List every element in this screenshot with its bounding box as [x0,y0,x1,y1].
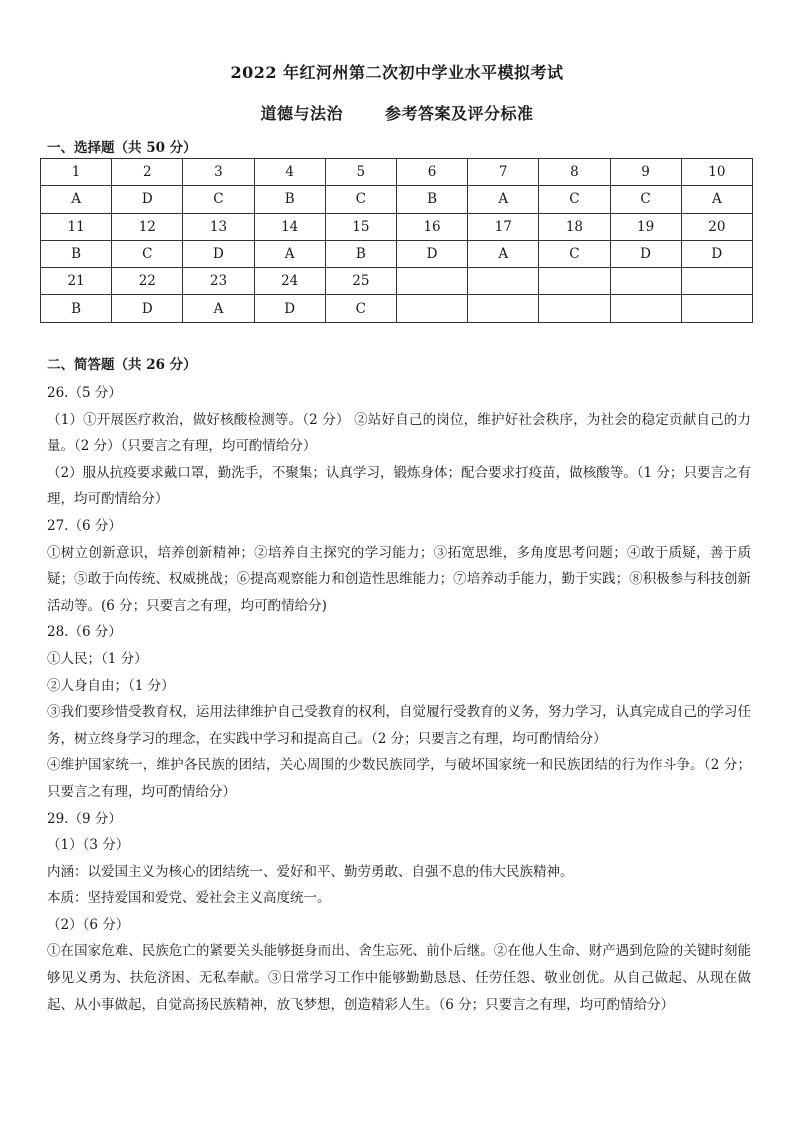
answer-cell: D [396,240,467,267]
answer-cell [681,295,752,322]
question-number-cell: 8 [539,159,610,186]
answer-cell: D [610,240,681,267]
answer-paragraph: （1）①开展医疗救治，做好核酸检测等。（2 分） ②站好自己的岗位，维护好社会秩序，为社会的稳定贡献自己的力量。（2 分）（只要言之有理，均可酌情给分） [47,411,751,455]
question-number-row [41,213,753,240]
answer-paragraph: ①人民；（1 分） [47,650,148,667]
answer-cell: A [681,186,752,213]
answer-cell: C [112,240,183,267]
answer-paragraph: 本质：坚持爱国和爱党、爱社会主义高度统一。 [47,890,331,907]
question-number-cell: 23 [183,268,254,295]
answer-cell: D [112,186,183,213]
question-number-cell: 3 [183,159,254,186]
answer-paragraph: ②人身自由；（1 分） [47,677,175,694]
section-heading-multiple-choice: 一、选择题（共 50 分） [47,140,197,156]
question-number-cell [396,268,467,295]
answer-paragraph: ④维护国家统一，维护各民族的团结，关心周围的少数民族同学，与破坏国家统一和民族团结的行为作斗争。（2 分；只要言之有理，均可酌情给分） [47,757,751,800]
answer-cell: A [254,240,325,267]
question-number-cell: 21 [41,268,112,295]
question-number-cell: 14 [254,213,325,240]
question-number-cell: 22 [112,268,183,295]
answer-table [40,158,753,323]
question-number-cell [610,268,681,295]
question-number-cell [468,268,539,295]
question-number-cell: 6 [396,159,467,186]
answer-cell: B [325,240,396,267]
answer-paragraph: 26.（5 分） [47,385,122,401]
answer-cell [539,295,610,322]
question-number-cell: 1 [41,159,112,186]
question-number-cell: 16 [396,213,467,240]
question-number-cell: 25 [325,268,396,295]
exam-title: 2022 年红河州第二次初中学业水平模拟考试 [230,63,564,82]
answer-paragraph: （2）（6 分） [47,916,130,933]
answer-cell: D [183,240,254,267]
answer-cell [468,295,539,322]
answer-cell: B [396,186,467,213]
answer-row [41,295,753,322]
question-number-cell: 15 [325,213,396,240]
answer-cell: A [468,240,539,267]
section-heading-short-answer: 二、简答题（共 26 分） [47,357,197,373]
answer-paragraph: 内涵：以爱国主义为核心的团结统一、爱好和平、勤劳勇敢、自强不息的伟大民族精神。 [47,863,574,880]
question-number-cell: 17 [468,213,539,240]
question-number-cell: 5 [325,159,396,186]
question-number-cell: 18 [539,213,610,240]
answer-cell [610,295,681,322]
question-number-cell [539,268,610,295]
question-number-cell: 2 [112,159,183,186]
question-number-cell: 9 [610,159,681,186]
answer-paragraph: ①树立创新意识，培养创新精神；②培养自主探究的学习能力；③拓宽思维，多角度思考问题；④敢于质疑，善于质疑；⑤敢于向传统、权威挑战；⑥提高观察能力和创造性思维能力；⑦培养动手能力，勤于实践；⑧积极参与科技创新活动等。(6 分；只要言之有理，均可酌情给分) [47,544,751,614]
answer-cell: B [254,186,325,213]
answer-cell: D [681,240,752,267]
question-number-cell: 20 [681,213,752,240]
question-number-cell: 4 [254,159,325,186]
answer-cell: C [325,295,396,322]
question-number-row [41,159,753,186]
question-number-cell: 12 [112,213,183,240]
question-number-cell: 19 [610,213,681,240]
answer-cell: C [539,240,610,267]
subject-name: 道德与法治 [260,104,343,123]
answer-cell: A [183,295,254,322]
answer-cell: B [41,240,112,267]
answer-cell: A [41,186,112,213]
answer-cell: C [610,186,681,213]
answer-cell: D [112,295,183,322]
answer-cell: C [325,186,396,213]
answer-paragraph: ③我们要珍惜受教育权，运用法律维护自己受教育的权利，自觉履行受教育的义务，努力学习，认真完成自己的学习任务，树立终身学习的理念，在实践中学习和提高自己。（2 分；只要言之有理，均可酌情给分） [47,704,751,747]
answer-cell: C [183,186,254,213]
answer-paragraph: 28.（6 分） [47,624,122,641]
question-number-cell: 7 [468,159,539,186]
answer-paragraph: （2）服从抗疫要求戴口罩，勤洗手，不聚集；认真学习，锻炼身体；配合要求打疫苗，做核酸等。（1 分；只要言之有理，均可酌情给分） [47,464,751,508]
answer-cell [396,295,467,322]
answer-key-label: 参考答案及评分标准 [385,104,534,123]
question-number-cell: 13 [183,213,254,240]
question-number-cell: 11 [41,213,112,240]
question-number-cell: 10 [681,159,752,186]
question-number-cell: 24 [254,268,325,295]
answer-cell: C [539,186,610,213]
answer-cell: A [468,186,539,213]
answer-paragraph: （1）（3 分） [47,837,130,854]
answer-paragraph: 29.（9 分） [47,810,122,827]
question-number-row [41,268,753,295]
answer-paragraph: ①在国家危难、民族危亡的紧要关头能够挺身而出、舍生忘死、前仆后继。②在他人生命、财产遇到危险的关键时刻能够见义勇为、扶危济困、无私奉献。③日常学习工作中能够勤勤恳恳、任劳任怨、敬业创优。从自己做起、从现在做起、从小事做起，自觉高扬民族精神，放飞梦想，创造精彩人生。（6 分；只要言之有理，均可酌情给分） [47,943,751,1013]
question-number-cell [681,268,752,295]
answer-row [41,186,753,213]
exam-subtitle [0,101,794,124]
answer-cell: B [41,295,112,322]
answer-cell: D [254,295,325,322]
short-answer-content [47,380,751,1018]
answer-paragraph: 27.（6 分） [47,517,122,534]
answer-row [41,240,753,267]
